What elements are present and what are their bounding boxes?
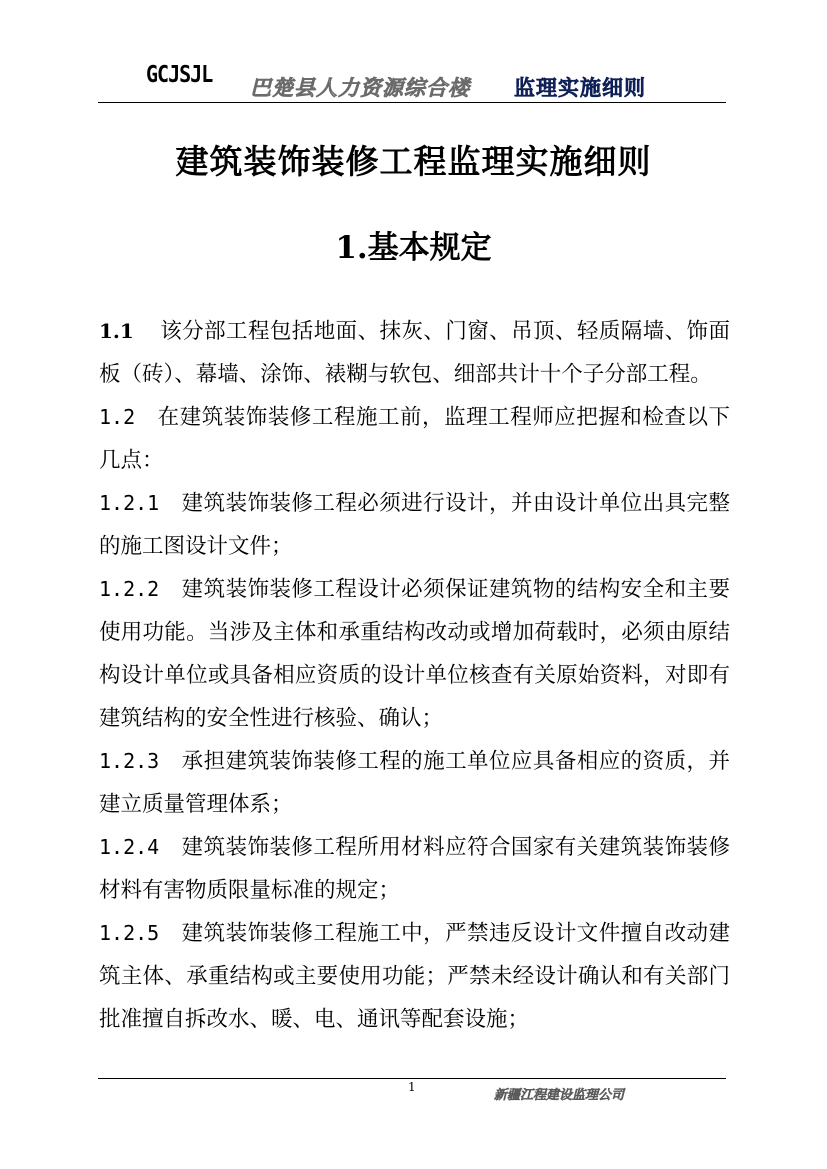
footer-divider [98,1078,726,1079]
paragraph [99,826,730,912]
header-divider [98,102,726,103]
clause-text: 建筑装饰装修工程施工中，严禁违反设计文件擅自改动建筑主体、承重结构或主要使用功能；严禁未经设计确认和有关部门批准擅自拆改水、暖、电、通讯等配套设施； [99,921,730,1032]
clause-number: 1.2.1 [99,491,160,515]
document-body [99,310,730,1041]
footer-company-name: 新疆江程建设监理公司 [494,1088,625,1103]
header-project-name: 巴楚县人力资源综合楼 [250,76,470,100]
clause-number: 1.2.5 [99,921,160,945]
company-logo: GCJSJL [146,60,213,88]
header-document-type: 监理实施细则 [514,76,646,100]
paragraph [99,912,730,1041]
clause-text: 该分部工程包括地面、抹灰、门窗、吊顶、轻质隔墙、饰面板（砖）、幕墙、涂饰、裱糊与软包、细部共计十个子分部工程。 [99,319,730,387]
clause-number: 1.2 [99,405,136,429]
paragraph [99,568,730,740]
page-header [98,58,726,102]
clause-number: 1.2.3 [99,749,160,773]
paragraph [99,396,730,482]
page-number: 1 [408,1080,416,1094]
paragraph [99,310,730,396]
clause-text: 建筑装饰装修工程所用材料应符合国家有关建筑装饰装修材料有害物质限量标准的规定； [99,835,730,903]
clause-number: 1.2.2 [99,577,160,601]
clause-text: 建筑装饰装修工程设计必须保证建筑物的结构安全和主要使用功能。当涉及主体和承重结构改动或增加荷载时，必须由原结构设计单位或具备相应资质的设计单位核查有关原始资料，对即有建筑结构的安全性进行核验、确认； [99,577,730,731]
clause-number: 1.1 [99,319,134,343]
section-title: 1.基本规定 [335,230,492,266]
document-title: 建筑装饰装修工程监理实施细则 [175,142,652,181]
clause-text: 在建筑装饰装修工程施工前，监理工程师应把握和检查以下几点： [99,405,730,473]
paragraph [99,482,730,568]
paragraph [99,740,730,826]
clause-number: 1.2.4 [99,835,160,859]
clause-text: 承担建筑装饰装修工程的施工单位应具备相应的资质，并建立质量管理体系； [99,749,730,817]
clause-text: 建筑装饰装修工程必须进行设计，并由设计单位出具完整的施工图设计文件； [99,491,730,559]
